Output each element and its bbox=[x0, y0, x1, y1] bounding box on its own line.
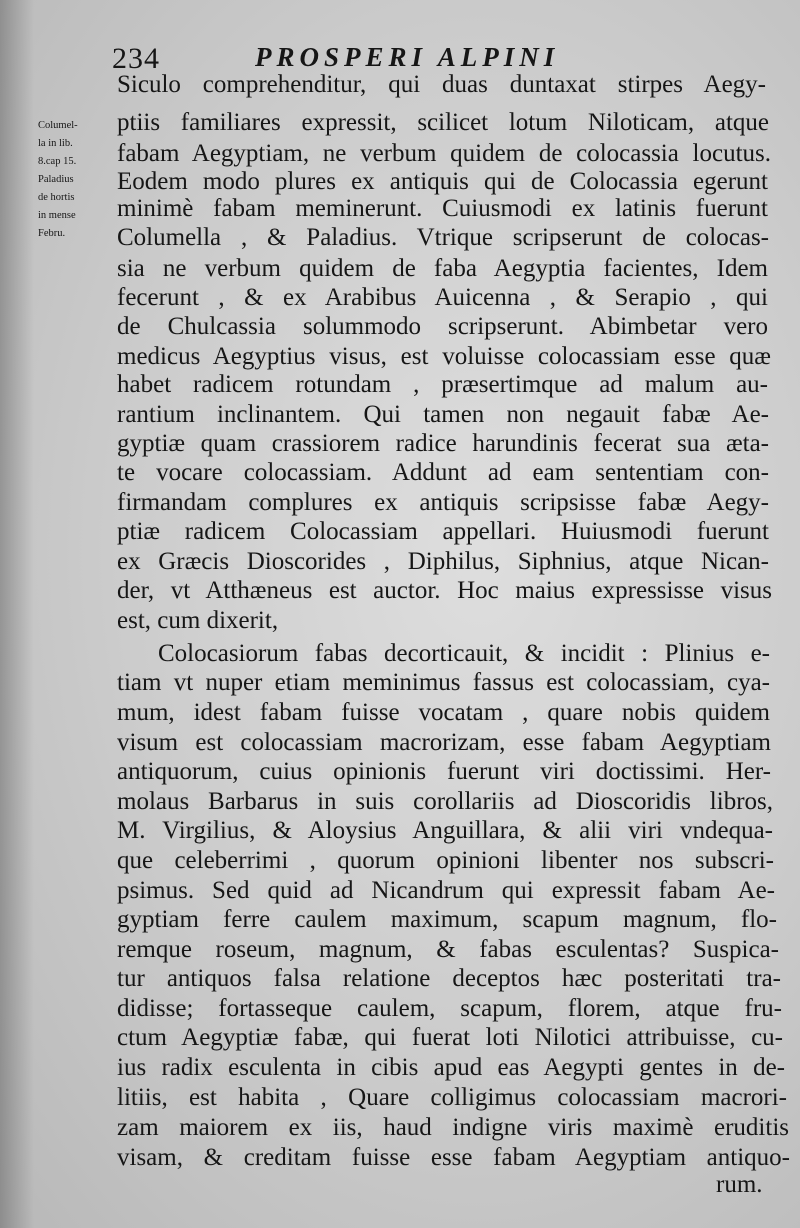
text-line: remque roseum, magnum, & fabas esculentas? Suspica- bbox=[117, 936, 779, 963]
marginal-note-line: la in lib. bbox=[38, 138, 73, 149]
text-line: visum est colocassiam macrorizam, esse fabam Aegyptiam bbox=[117, 729, 771, 756]
text-line: psimus. Sed quid ad Nicandrum qui expressit fabam Ae- bbox=[117, 877, 775, 904]
marginal-note bbox=[38, 117, 116, 243]
text-line: ctum Aegyptiæ fabæ, qui fuerat loti Nilotici attribuisse, cu- bbox=[117, 1024, 783, 1051]
text-line: medicus Aegyptius visus, est voluisse colocassiam esse quæ bbox=[117, 343, 771, 370]
text-line: que celeberrimi , quorum opinioni libenter nos subscri- bbox=[117, 847, 774, 874]
text-line: antiquorum, cuius opinionis fuerunt viri doctissimi. Her- bbox=[117, 758, 771, 785]
text-line: habet radicem rotundam , præsertimque ad malum au- bbox=[117, 371, 768, 398]
text-line: M. Virgilius, & Aloysius Anguillara, & alii viri vndequa- bbox=[117, 817, 773, 844]
text-line: ex Græcis Dioscorides , Diphilus, Siphnius, atque Nican- bbox=[117, 548, 769, 575]
text-line: fabam Aegyptiam, ne verbum quidem de colocassia locutus. bbox=[117, 140, 771, 167]
text-line: ptiæ radicem Colocassiam appellari. Huiusmodi fuerunt bbox=[117, 518, 769, 545]
text-line: est, cum dixerit, bbox=[117, 607, 279, 634]
text-line: Siculo comprehenditur, qui duas duntaxat stirpes Aegy- bbox=[117, 71, 766, 98]
marginal-note-line: Columel- bbox=[38, 120, 78, 131]
page-number: 234 bbox=[112, 42, 160, 75]
text-line: firmandam complures ex antiquis scripsisse fabæ Aegy- bbox=[117, 489, 769, 516]
text-line: Colocasiorum fabas decorticauit, & incidit : Plinius e- bbox=[158, 640, 770, 667]
text-line: ptiis familiares expressit, scilicet lotum Niloticam, atque bbox=[117, 109, 769, 136]
text-line: rum. bbox=[716, 1171, 763, 1198]
text-line: minimè fabam meminerunt. Cuiusmodi ex latinis fuerunt bbox=[117, 195, 768, 222]
text-line: Columella , & Paladius. Vtrique scripserunt de colocas- bbox=[117, 224, 769, 251]
marginal-note-line: de hortis bbox=[38, 192, 75, 203]
text-line: molaus Barbarus in suis corollariis ad Dioscoridis libros, bbox=[117, 788, 773, 815]
text-line: visam, & creditam fuisse esse fabam Aegyptiam antiquo- bbox=[117, 1144, 790, 1171]
marginal-note-line: Paladius bbox=[38, 174, 74, 185]
text-line: Eodem modo plures ex antiquis qui de Colocassia egerunt bbox=[117, 168, 768, 195]
text-line: rantium inclinantem. Qui tamen non negauit fabæ Ae- bbox=[117, 401, 769, 428]
text-line: gyptiam ferre caulem maximum, scapum magnum, flo- bbox=[117, 906, 777, 933]
text-line: didisse; fortasseque caulem, scapum, florem, atque fru- bbox=[117, 995, 782, 1022]
text-line: tiam vt nuper etiam meminimus fassus est colocassiam, cya- bbox=[117, 669, 770, 696]
marginal-note-line: 8.cap 15. bbox=[38, 156, 77, 167]
marginal-note-line: in mense bbox=[38, 210, 76, 221]
running-head: PROSPERI ALPINI bbox=[255, 42, 560, 72]
text-line: zam maiorem ex iis, haud indigne viris maximè eruditis bbox=[117, 1114, 789, 1141]
text-line: fecerunt , & ex Arabibus Auicenna , & Serapio , qui bbox=[117, 284, 768, 311]
text-line: te vocare colocassiam. Addunt ad eam sententiam con- bbox=[117, 459, 769, 486]
text-line: litiis, est habita , Quare colligimus colocassiam macrori- bbox=[117, 1084, 787, 1111]
text-line: sia ne verbum quidem de faba Aegyptia facientes, Idem bbox=[117, 255, 768, 282]
text-line: ius radix esculenta in cibis apud eas Aegypti gentes in de- bbox=[117, 1054, 785, 1081]
text-line: der, vt Atthæneus est auctor. Hoc maius expressisse visus bbox=[117, 577, 772, 604]
text-line: mum, idest fabam fuisse vocatam , quare nobis quidem bbox=[117, 699, 770, 726]
text-line: de Chulcassia solummodo scripserunt. Abimbetar vero bbox=[117, 313, 768, 340]
text-line: tur antiquos falsa relatione deceptos hæc posteritati tra- bbox=[117, 965, 781, 992]
marginal-note-line: Febru. bbox=[38, 228, 66, 239]
text-line: gyptiæ quam crassiorem radice harundinis fecerat sua æta- bbox=[117, 430, 769, 457]
